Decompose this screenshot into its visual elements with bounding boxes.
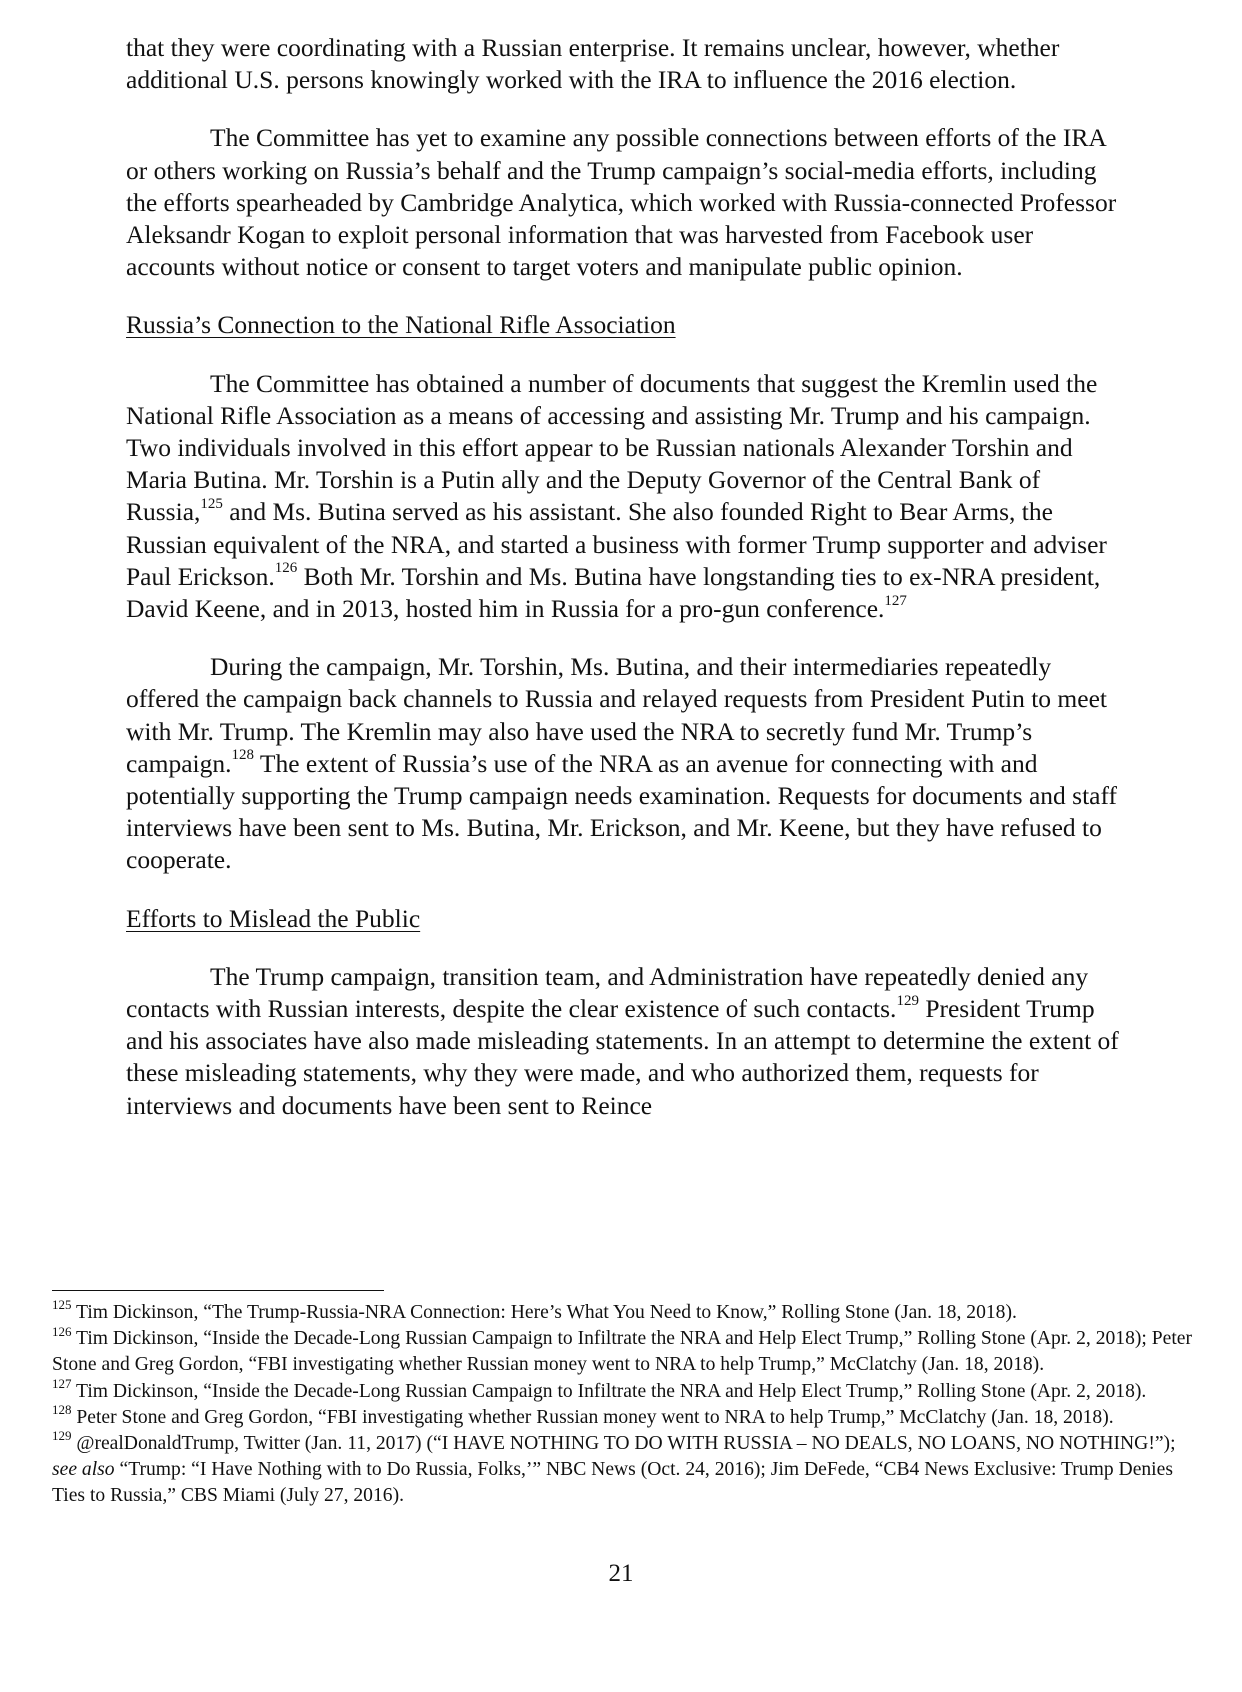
- footnote-separator: [52, 1290, 384, 1291]
- paragraph-denials: [126, 961, 1126, 1122]
- footnote-number: 126: [52, 1323, 72, 1339]
- footnote-129: [52, 1428, 1202, 1510]
- footnote-ref-129[interactable]: 129: [896, 992, 919, 1009]
- footnote-126: [52, 1323, 1202, 1378]
- paragraph-committee-social-media: [126, 122, 1126, 283]
- footnote-ref-128[interactable]: 128: [231, 747, 254, 764]
- paragraph-text: The extent of Russia’s use of the NRA as an avenue for connecting with and potentially supporting the Trump campaign needs examination. Requests for documents and staff interviews have been sent to Ms. Butina, Mr. Erickson, and Mr. Keene, but they have refused to cooperate.: [126, 748, 1118, 875]
- footnote-text: “Trump: “I Have Nothing with to Do Russia, Folks,’” NBC News (Oct. 24, 2016); Jim DeFede, “CB4 News Exclusive: Trump Denies Ties to Russia,” CBS Miami (July 27, 2016).: [52, 1459, 1173, 1507]
- page-number: 21: [608, 1560, 634, 1587]
- footnote-127: [52, 1376, 1202, 1405]
- footnote-text: Tim Dickinson, “Inside the Decade-Long Russian Campaign to Infiltrate the NRA and Help Elect Trump,” Rolling Stone (Apr. 2, 2018).: [71, 1380, 1147, 1402]
- paragraph-text: and Ms. Butina served as his assistant. She also founded Right to Bear Arms, the Russian equivalent of the NRA, and started a business with former Trump supporter and adviser Paul Erickson.: [126, 497, 1107, 591]
- paragraph-text: that they were coordinating with a Russian enterprise. It remains unclear, however, whether additional U.S. persons knowingly worked with the IRA to influence the 2016 election.: [126, 33, 1060, 95]
- footnote-number: 129: [52, 1428, 72, 1444]
- footnote-number: 128: [52, 1402, 72, 1418]
- footnotes: [52, 1297, 1202, 1510]
- footnote-text: Tim Dickinson, “The Trump-Russia-NRA Connection: Here’s What You Need to Know,” Rolling Stone (Jan. 18, 2018).: [71, 1302, 1017, 1323]
- paragraph-text: President Trump and his associates have also made misleading statements. In an attempt to determine the extent of these misleading statements, why they were made, and who authorized them, requests for interviews and documents have been sent to Reince: [126, 994, 1119, 1120]
- footnote-ref-125[interactable]: 125: [200, 495, 223, 512]
- paragraph-text: The Committee has yet to examine any possible connections between efforts of the IRA or others working on Russia’s behalf and the Trump campaign’s social-media efforts, including the efforts spearheaded by Cambridge Analytica, which worked with Russia-connected Professor Aleksandr Kogan to exploit personal information that was harvested from Facebook user accounts without notice or consent to target voters and manipulate public opinion.: [126, 123, 1117, 282]
- footnote-text: @realDonaldTrump, Twitter (Jan. 11, 2017) (“I HAVE NOTHING TO DO WITH RUSSIA – NO DEALS, NO LOANS, NO NOTHING!”);: [71, 1433, 1176, 1455]
- paragraph-text: During the campaign, Mr. Torshin, Ms. Butina, and their intermediaries repeatedly offered the campaign back channels to Russia and relayed requests from President Putin to meet with Mr. Trump. The Kremlin may also have used the NRA to secretly fund Mr. Trump’s campaign.: [126, 652, 1107, 778]
- footnote-128: [52, 1402, 1202, 1431]
- footnote-ref-126[interactable]: 126: [274, 560, 298, 577]
- paragraph-campaign-backchannels: [126, 651, 1126, 876]
- paragraph-text: Both Mr. Torshin and Ms. Butina have longstanding ties to ex-NRA president, David Keene, and in 2013, hosted him in Russia for a pro-gun conference.: [126, 561, 1101, 624]
- paragraph-text: The Committee has obtained a number of documents that suggest the Kremlin used the National Rifle Association as a means of accessing and assisting Mr. Trump and his campaign. Two individuals involved in this effort appear to be Russian nationals Alexander Torshin and Maria Butina. Mr. Torshin is a Putin ally and the Deputy Governor of the Central Bank of Russia,: [126, 368, 1098, 527]
- paragraph-nra-documents: [126, 368, 1126, 626]
- footnote-125: [52, 1297, 1202, 1326]
- footnote-number: 127: [52, 1376, 72, 1392]
- section-heading-mislead: Efforts to Mislead the Public: [126, 903, 421, 933]
- footnote-text: Peter Stone and Greg Gordon, “FBI investigating whether Russian money went to NRA to help Trump,” McClatchy (Jan. 18, 2018).: [71, 1406, 1114, 1428]
- footnote-italic-text: see also: [52, 1459, 115, 1481]
- paragraph-text: The Trump campaign, transition team, and Administration have repeatedly denied any contacts with Russian interests, despite the clear existence of such contacts.: [126, 961, 1089, 1024]
- footnote-text: Tim Dickinson, “Inside the Decade-Long Russian Campaign to Infiltrate the NRA and Help Elect Trump,” Rolling Stone (Apr. 2, 2018); Peter Stone and Greg Gordon, “FBI investigating whether Russian money went to NRA to help Trump,” McClatchy (Jan. 18, 2018).: [52, 1328, 1193, 1376]
- body-text: [126, 32, 1126, 1122]
- section-heading-nra: Russia’s Connection to the National Rifle Association: [126, 310, 676, 340]
- paragraph-continuation: [126, 32, 1126, 96]
- footnote-number: 125: [52, 1297, 72, 1313]
- footnote-ref-127[interactable]: 127: [884, 592, 907, 609]
